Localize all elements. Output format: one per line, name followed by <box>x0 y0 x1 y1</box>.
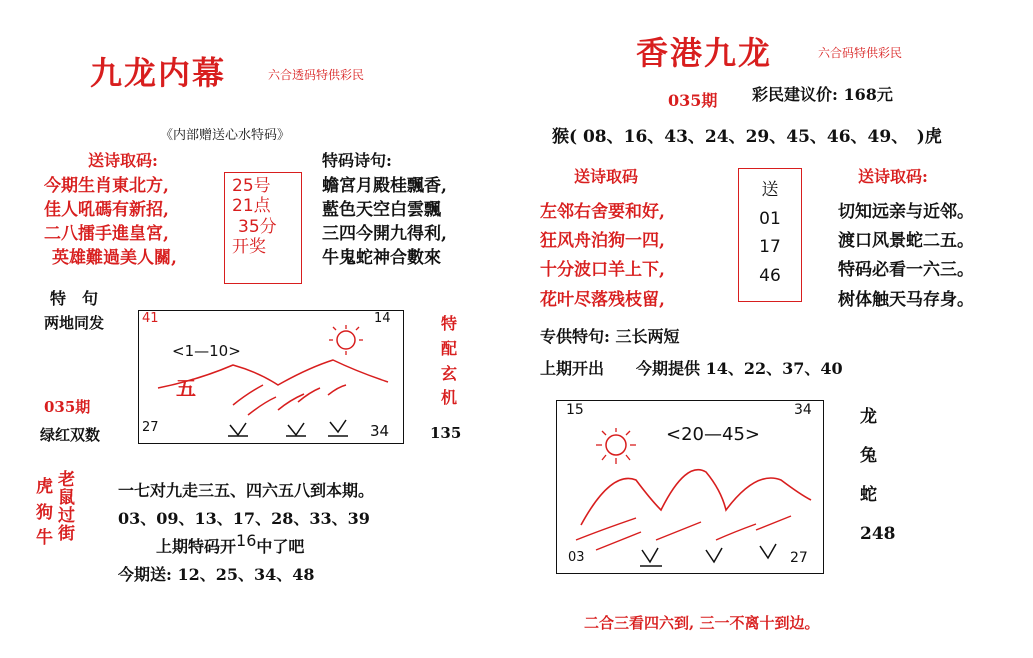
left-issue: 035期 <box>44 398 91 416</box>
right-monkey-line: 猴( 08、16、43、24、29、45、46、49、 )虎 <box>552 127 942 147</box>
right-sketch-tr: 34 <box>794 402 812 418</box>
left-poem-line: 今期生肖東北方, <box>44 176 169 196</box>
left-tema-line: 藍色天空白雲飄 <box>322 200 441 221</box>
left-sketch-range: <1—10> <box>172 342 241 360</box>
right-box-lines <box>738 176 802 290</box>
right-poem-heading-left: 送诗取码 <box>574 167 639 186</box>
left-green-red: 绿红双数 <box>40 426 101 444</box>
left-line4: 今期送: 12、25、34、48 <box>118 565 315 584</box>
left-line3-suffix: 中了吧 <box>256 537 305 556</box>
left-tema-heading: 特码诗句: <box>322 151 392 170</box>
left-sketch-tr: 14 <box>374 311 391 326</box>
zodiac-char: 鼠 <box>58 487 75 508</box>
right-side-item: 248 <box>860 524 896 545</box>
left-line2: 03、09、13、17、28、33、39 <box>118 509 370 528</box>
right-side-item: 兔 <box>860 446 877 467</box>
right-side-col <box>860 398 896 554</box>
left-tema-line: 三四今開九得利, <box>322 224 447 245</box>
left-line3-prefix: 上期特码开 <box>156 537 237 556</box>
left-line3-num: 16 <box>236 531 257 550</box>
right-side-item: 龙 <box>860 407 877 427</box>
right-sketch-br: 27 <box>790 550 808 566</box>
right-title: 香港九龙 <box>636 34 773 72</box>
right-poem-line: 树体触天马存身。 <box>838 289 974 310</box>
left-banner: 《内部赠送心水特码》 <box>160 128 291 143</box>
left-vert-char: 配 <box>441 338 458 358</box>
zodiac-char: 老 <box>58 470 75 490</box>
left-right-vertical <box>441 312 457 411</box>
right-poem-right <box>838 198 974 315</box>
left-poem-line: 佳人吼碼有新招, <box>44 200 169 221</box>
right-box-line: 送 <box>761 180 779 200</box>
left-sketch-bl: 27 <box>142 420 159 435</box>
left-time-lines <box>232 176 277 258</box>
right-poem-line: 狂风舟泊狗一四, <box>540 231 665 252</box>
left-poem <box>44 174 177 271</box>
left-tema <box>322 174 447 271</box>
right-sketch-tl: 15 <box>566 402 584 418</box>
zodiac-char: 街 <box>58 523 75 544</box>
right-subtitle: 六合码特供彩民 <box>818 46 903 60</box>
left-zodiac-col1 <box>36 475 53 552</box>
right-poem-line: 十分波口羊上下, <box>540 260 665 281</box>
right-footer: 二合三看四六到, 三一不离十到边。 <box>584 614 820 632</box>
right-box-line: 17 <box>759 237 781 258</box>
left-poem-line: 英雄難過美人關, <box>52 248 177 269</box>
zodiac-char: 虎 <box>36 477 53 497</box>
left-time-line: 25号 <box>232 176 271 196</box>
right-special: 专供特句: 三长两短 <box>540 327 680 346</box>
left-time-line: 21点 <box>232 196 271 217</box>
right-sketch-bl: 03 <box>568 550 585 565</box>
right-poem-heading-right: 送诗取码: <box>858 167 928 186</box>
left-poem-line: 二八擂手進皇宮, <box>44 224 169 245</box>
zodiac-char: 狗 <box>36 502 53 523</box>
right-box-line: 01 <box>759 208 781 229</box>
right-side-item: 蛇 <box>860 485 877 506</box>
left-tema-line: 蟾宮月殿桂飄香, <box>322 176 447 196</box>
left-both-places: 两地同发 <box>44 314 105 332</box>
right-sketch-range: <20—45> <box>666 424 760 445</box>
right-issue: 035期 <box>668 91 718 110</box>
left-time-line: 开奖 <box>232 237 266 258</box>
left-subtitle: 六合透码特供彩民 <box>268 68 365 82</box>
right-poem-line: 左邻右舍要和好, <box>540 202 665 222</box>
left-zodiac-col2 <box>58 472 75 543</box>
left-poem-heading: 送诗取码: <box>88 151 158 170</box>
left-vert-char: 特 <box>441 314 458 333</box>
left-special-label: 特 句 <box>50 289 99 308</box>
left-sketch-char: 五 <box>176 376 196 400</box>
right-price: 彩民建议价: 168元 <box>752 85 893 104</box>
right-poem-line: 花叶尽落残枝留, <box>540 289 665 310</box>
zodiac-char: 过 <box>58 505 75 526</box>
right-poem-line: 渡口风景蛇二五。 <box>838 231 974 252</box>
right-poem-line: 切知远亲与近邻。 <box>838 202 974 222</box>
left-title: 九龙内幕 <box>90 54 227 92</box>
left-sketch-br: 34 <box>370 422 390 440</box>
left-vert-char: 玄 <box>441 363 458 383</box>
left-time-line: 35分 <box>238 216 277 237</box>
left-line1: 一七对九走三五、四六五八到本期。 <box>118 481 375 500</box>
right-poem-left <box>540 198 665 315</box>
zodiac-char: 牛 <box>36 528 53 548</box>
left-num-135: 135 <box>430 424 462 442</box>
right-box-line: 46 <box>759 265 781 286</box>
right-poem-line: 特码必看一六三。 <box>838 260 974 281</box>
left-vert-char: 机 <box>441 388 458 408</box>
left-tema-line: 牛鬼蛇神合數來 <box>322 248 441 269</box>
left-sketch-tl: 41 <box>142 311 159 326</box>
right-last-issue: 上期开出 今期提供 14、22、37、40 <box>540 359 843 378</box>
left-line3 <box>156 531 305 557</box>
